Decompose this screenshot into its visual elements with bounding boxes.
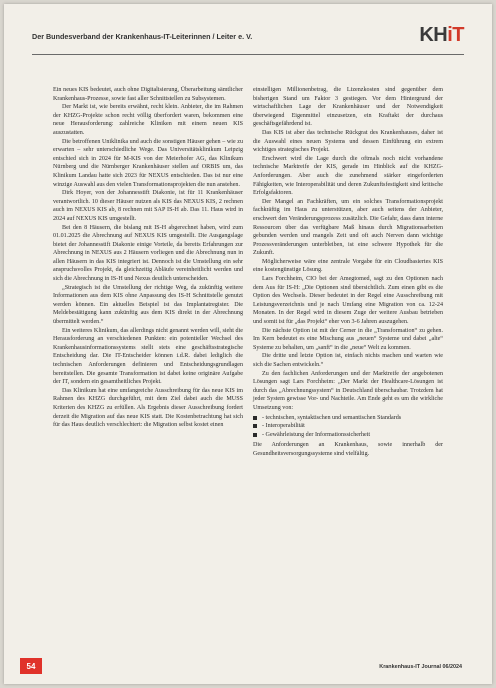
paragraph: Die nächste Option ist mit der Cerner in die „Transformation“ zu gehen. Im Kern bedeutet es eine Mischung aus „neuen“ Systeme und dabei „alte“ Systeme zu behalten, um „sanft“ in die „neue“ Welt zu kommen. [253,327,443,351]
square-bullet-icon [253,416,257,420]
square-bullet-icon [253,424,257,428]
list-item [253,431,443,440]
list-item [253,422,443,431]
quote-paragraph: „Strategisch ist die Umstellung der richtige Weg, da zukünftig weitere Informationen aus dem KIS ohne Anpassung des IS-H Schnittstelle genutzt werden können. Ein aktuelles Beispiel ist das Implantatregister. Die Meldebestätigung kann zukünftig aus dem KIS direkt in der Abrechnung übermittelt werden.“ [53,284,243,326]
paragraph: Der Markt ist, wie bereits erwähnt, recht klein. Anbieter, die im Rahmen der KHZG-Projekte schon recht völlig überfordert waren, bekommen eine neue Herausforderung: zahlreiche Kliniken mit einem neuen KIS auszustatten. [53,104,243,136]
association-title: Der Bundesverband der Krankenhaus-IT-Leiterinnen / Leiter e. V. [32,32,253,41]
list-item-text: - Gewährleistung der Informationssicherheit [262,431,371,438]
right-column [253,86,443,459]
square-bullet-icon [253,433,257,437]
paragraph: Das Klinikum hat eine umfangreiche Ausschreibung für das neue KIS im Rahmen des KHZG durchgeführt, mit dem Ziel dabei auch die MUSS Kriterien des KHZG zu erfüllen. Als Ergebnis dieser Ausschreibung fordert derzeit die Migration auf das neue KIS statt. Die Kostenbetrachtung hat sich für das Haus deutlich verschlechtert: die Migration selbst kostet einen [53,387,243,429]
list-item-text: - Interoperabilität [262,423,305,430]
paragraph: Ein neues KIS bedeutet, auch ohne Digitalisierung, Überarbeitung sämtlicher Krankenhaus-Prozesse, sowie fast aller Schnittstellen zu Subsystemen. [53,87,243,102]
paragraph: Der Mangel an Fachkräften, um ein solches Transformationsprojekt fachkräftig im Haus zu unterstützen, aber auch seitens der Anbieter, erschwert den Veränderungsprozess zusätzlich. Die Gefahr, dass dann interne Ressourcen über das verfügbare Maß hinaus durch Migrationsarbeiten gebunden werden und mangels Zeit und oft auch Nerven dann wichtige Prozessveränderungen unterbleiben, ist eine schwere Hypothek für die Zukunft. [253,198,443,257]
khit-logo [419,24,464,47]
paragraph: Die dritte und letzte Option ist, einfach nichts machen und warten wie sich die Sachen entwickeln.“ [253,353,443,368]
paragraph: einstelligen Millionenbetrag, die Lizenzkosten sind gegenüber dem bisherigen Stand um Faktor 3 gestiegen. Vor dem Hintergrund der wirtschaftlichen Lage der Krankenhäuser und der Notwendigkeit überwiegend Eigenmittel einzusetzen, ein Kraftakt der durchaus geschäftsgefährdend ist. [253,87,443,128]
paragraph: Zu den fachlichen Anforderungen und der Marktreife der angebotenen Lösungen sagt Lars Forchheim: „Der Markt der Healthcare-Lösungen ist durch das „Abrechnungssystem“ in Deutschland überschaubar. Trotzdem hat jeder System gewisse Vor- und Nachteile. Am Ende geht es um die wirkliche Umsetzung von: [253,370,443,411]
logo-main-text: KH [419,24,448,46]
journal-footer: Krankenhaus-IT Journal 06/2024 [379,664,462,670]
list-item-text: - technischen, syntaktischen und semantischen Standards [262,414,402,421]
article-body [53,86,443,459]
paragraph: Dirk Hoyer, von der Johannesstift Diakonie, ist für 11 Krankenhäuser verantwortlich. 10 dieser Häuser nutzen als KIS das NEXUS KIS, 2 rechnen auch im NEXUS KIS ab, 8 rechnen mit SAP IS-H ab. Das 11. Haus wird in 2024 auf NEXUS KIS umgestellt. [53,190,243,222]
paragraph: Die betroffenen Uniklinika und auch die sonstigen Häuser gehen – wie zu erwarten – sehr unterschiedliche Wege. Das Universitätsklinikum Leipzig entschied sich in 2024 für M-KIS von der Meierhofer AG, das Klinikum Nürnberg und die Nürnberger Krankenhäuser stellen auf ORBIS um, das Klinikum Landau hatte sich 2023 für NEXUS entschieden. Das ist nur eine winzige Auswahl aus den vielen Transformationsprojekten die nun anstehen. [53,138,243,188]
logo-accent-text: iT [447,24,464,46]
page-header [32,22,464,54]
page-number-badge: 54 [20,658,42,674]
paragraph: Möglicherweise wäre eine zentrale Vorgabe für ein Cloudbasiertes KIS eine kostengünstige Lösung. [253,258,443,274]
paragraph: Bei den 8 Häusern, die bislang mit IS-H abgerechnet haben, wird zum 01.01.2025 die Abrechnung auf NEXUS KIS umgestellt. Die Ausgangslage bietet der Johannesstift Diakonie einige Vorteile, da bereits Erfahrungen zur Abrechnung in NEXUS aus 2 Häusern vorliegen und die Abrechnung nun in allen Häusern in das KIS integriert ist. Dennoch ist die Umstellung ein sehr anspruchsvolles Projekt, da gleichzeitig Abläufe vereinheitlicht werden und sich die Abrechnung in IS-H und Nexus deutlich unterscheiden. [53,224,243,283]
left-column [53,86,243,459]
quote-paragraph: Lars Forchheim, CIO bei der Amegtomed, sagt zu den Optionen nach dem Aus für IS-H: „Die Optionen sind übersichtlich. Zum einen gibt es die Option des Wechsels. Dieser bedeutet in der Regel eine Ausschreibung mit Leistungsverzeichnis und je nach Umfang eine Migration von ca. 12-24 Monaten. In der Regel wird in diesem Zuge der weitere Ausbau betrieben und somit ist für „das Projekt“ eher von 3-6 Jahren auszugehen. [253,276,443,326]
paragraph: Das KIS ist aber das technische Rückgrat des Krankenhauses, daher ist die Auswahl eines neuen Systems und dessen Einführung ein extrem wichtiges strategisches Projekt. [253,129,443,154]
list-item [253,414,443,423]
paragraph: Erschwert wird die Lage durch die oftmals noch nicht vorhandene technische Marktreife der KIS, gerade im Hinblick auf die KHZG-Anforderungen. Aber auch die zunehmend stärker eingeforderten Fähigkeiten, wie Interoperabilität und deren Zukunftsfestigkeit sind kritische Erfolgsfaktoren. [253,155,443,197]
requirements-list [253,414,443,440]
paragraph: Ein weiteres Klinikum, das allerdings nicht genannt werden will, sieht die Herausforderung an verschiedenen Punkten: ein potentieller Wechsel des Krankenhausinformationssystems stellt stets eine geschäftsstrategische Entscheidung dar. Die IT-Entscheider können i.d.R. dabei lediglich die technischen Anforderungen definieren und Entscheidungsgrundlagen bereitstellen. Die gesamte Transformation ist dabei keine originäre Aufgabe der IT, sondern ein gesamtheitliches Projekt. [53,327,243,386]
header-rule [32,54,464,55]
closing-paragraph: Die Anforderungen an Krankenhaus, sowie innerhalb der Gesundheitsversorgungssysteme sind vielfältig. [253,442,443,457]
journal-page [4,4,492,684]
